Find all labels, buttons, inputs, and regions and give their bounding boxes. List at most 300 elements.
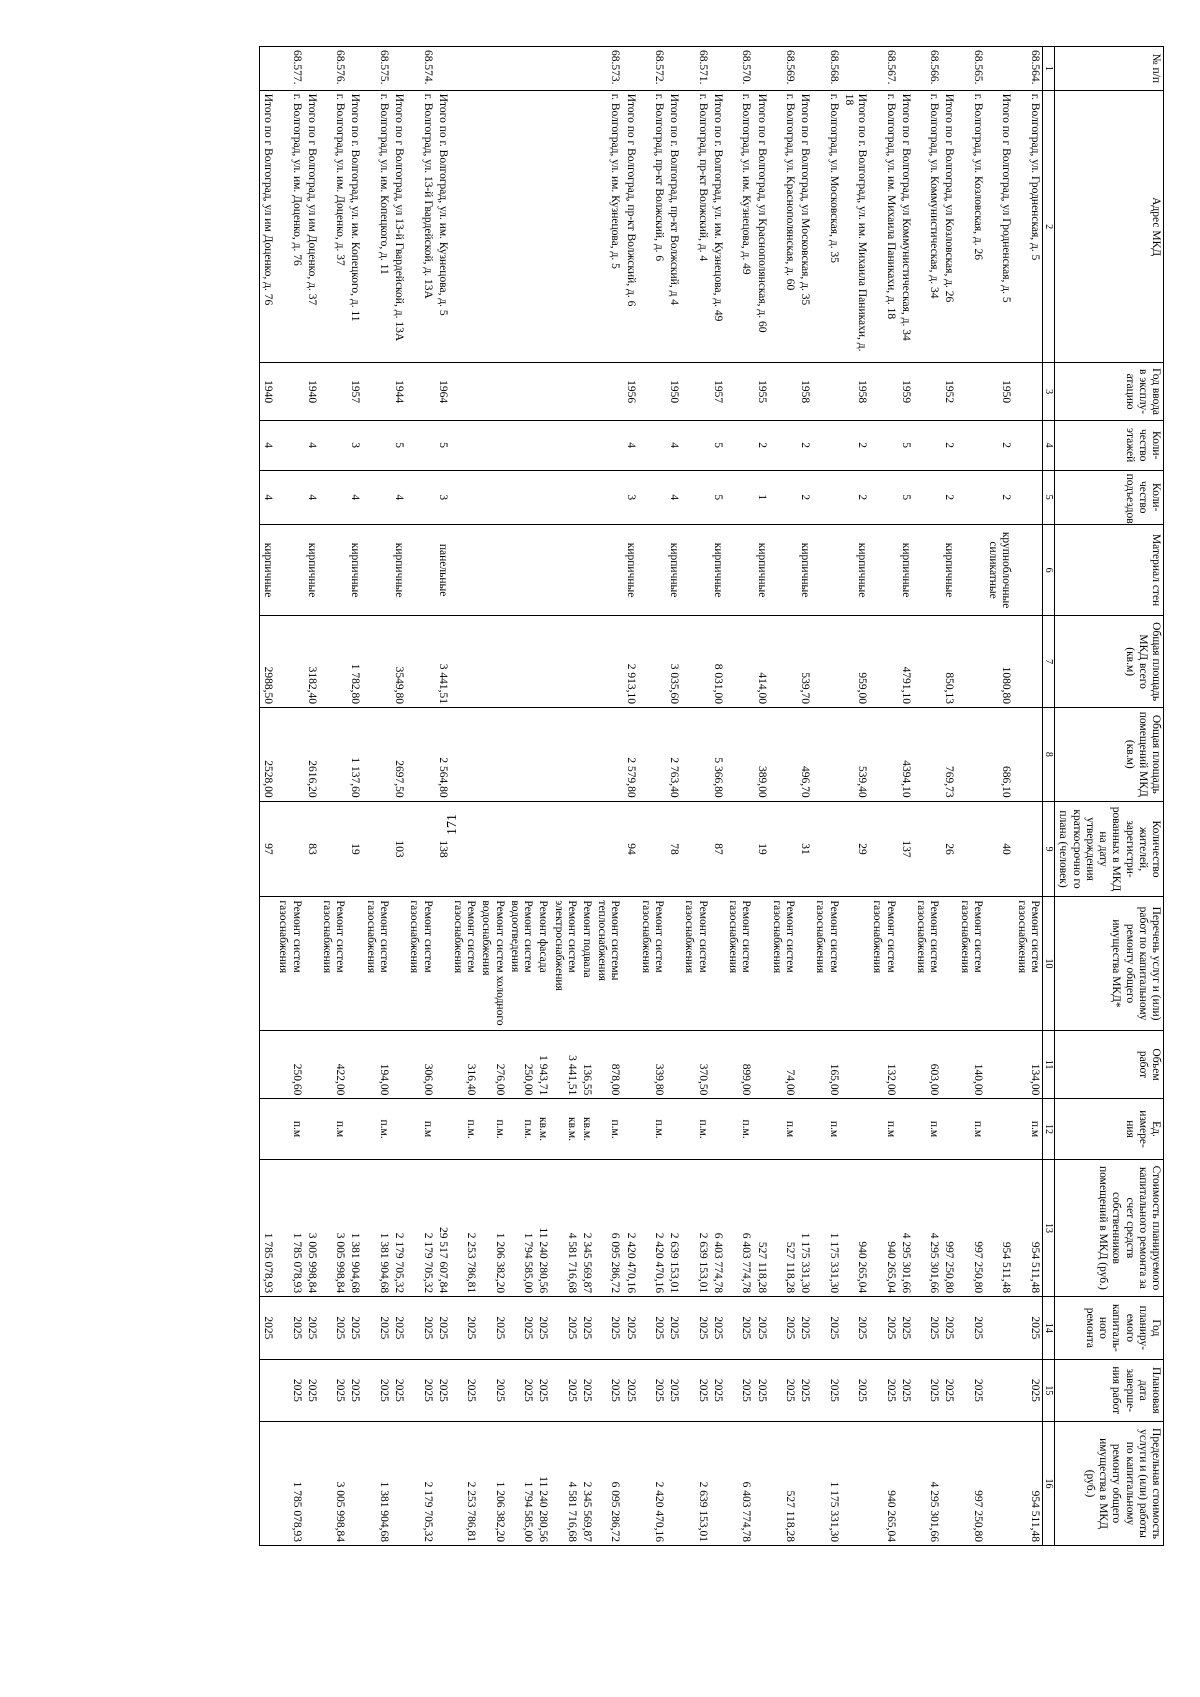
limit-cost-cell: 1 794 585,00 [507,1422,535,1546]
residents-cell [535,801,550,897]
unit-cell: п.м. [362,1099,390,1159]
premises-area-cell: 539,40 [841,707,869,801]
table-row [550,47,578,1546]
completion-year-cell: 2025 [841,1359,869,1421]
floors-cell: 2 [797,420,812,470]
repair-year-cell: 2025 [812,1297,840,1359]
floors-cell [362,420,390,470]
row-number [985,47,1013,91]
volume-cell: 136,55 [579,1030,594,1099]
row-number [941,47,956,91]
total-area-cell [725,616,753,708]
table-row [812,47,840,1546]
row-number [797,47,812,91]
wall-material-cell: кирпичные [391,524,406,616]
residents-cell: 26 [941,801,956,897]
residents-cell [913,801,941,897]
table-row [869,47,897,1546]
premises-area-cell [275,707,303,801]
address-cell: Итого по г Волгоград, пр-кт Волжский, д. 6 [622,90,637,363]
cost-cell: 3 005 998,84 [319,1159,347,1296]
entrances-cell: 3 [435,470,450,524]
cost-cell: 2 639 153,01 [681,1159,709,1296]
total-area-cell: 959,00 [841,616,869,708]
works-cell: Ремонт системы теплоснабжения [594,897,622,1030]
premises-area-cell [535,707,550,801]
entrances-cell [681,470,709,524]
cost-cell: 11 240 280,56 [535,1159,550,1296]
entrances-cell [1013,470,1042,524]
unit-cell [666,1099,681,1159]
premises-area-cell [869,707,897,801]
repair-year-cell: 2025 [869,1297,897,1359]
limit-cost-cell: 527 118,28 [769,1422,797,1546]
unit-cell [985,1099,1013,1159]
address-cell [535,90,550,363]
works-cell: Ремонт систем газоснабжения [956,897,984,1030]
completion-year-cell: 2025 [507,1359,535,1421]
works-cell: Ремонт систем газоснабжения [869,897,897,1030]
works-cell: Ремонт систем газоснабжения [450,897,478,1030]
wall-material-cell: кирпичные [797,524,812,616]
total-area-cell: 2988,50 [259,616,275,708]
volume-cell [841,1030,869,1099]
entrances-cell [550,470,578,524]
address-cell: Итого по г Волгоград, ул Коммунистическая, д. 34 [898,90,913,363]
entrances-cell [579,470,594,524]
cost-cell: 1 794 585,00 [507,1159,535,1296]
limit-cost-cell: 954 511,48 [1013,1422,1042,1546]
residents-cell [725,801,753,897]
cost-cell: 954 511,48 [1013,1159,1042,1296]
repair-year-cell: 2025 [478,1297,506,1359]
premises-area-cell [406,707,434,801]
entrances-cell [362,470,390,524]
table-row [666,47,681,1546]
repair-year-cell: 2025 [594,1297,622,1359]
entrances-cell [406,470,434,524]
total-area-cell [1013,616,1042,708]
entrances-cell: 5 [898,470,913,524]
completion-year-cell: 2025 [535,1359,550,1421]
limit-cost-cell: 1 785 078,93 [275,1422,303,1546]
header-cell: Количество жителей, зарегистри-рованных в МКД на дату утверждения краткосрочно го плана (человек) [1055,801,1164,897]
entrances-cell: 2 [841,470,869,524]
column-number: 7 [1042,616,1055,708]
floors-cell: 4 [304,420,319,470]
year-cell: 1940 [259,363,275,420]
volume-cell [710,1030,725,1099]
works-cell: Ремонт систем холодного водоснабжения [478,897,506,1030]
completion-year-cell [985,1359,1013,1421]
floors-cell: 5 [391,420,406,470]
volume-cell: 422,00 [319,1030,347,1099]
floors-cell: 3 [347,420,362,470]
cost-cell: 2 253 786,81 [450,1159,478,1296]
column-number: 10 [1042,897,1055,1030]
row-number: 68.569. [769,47,797,91]
column-number: 8 [1042,707,1055,801]
cost-cell: 1 175 331,30 [797,1159,812,1296]
total-area-cell [550,616,578,708]
works-cell [259,897,275,1030]
residents-cell [638,801,666,897]
completion-year-cell: 2025 [710,1359,725,1421]
repair-year-cell: 2025 [1013,1297,1042,1359]
address-cell: Итого по г Волгоград, ул Козловская, д. 26 [941,90,956,363]
works-cell: Ремонт систем газоснабжения [913,897,941,1030]
limit-cost-cell [622,1422,637,1546]
completion-year-cell: 2025 [347,1359,362,1421]
volume-cell: 276,00 [478,1030,506,1099]
entrances-cell [869,470,897,524]
unit-cell: п.м [1013,1099,1042,1159]
completion-year-cell: 2025 [913,1359,941,1421]
wall-material-cell [812,524,840,616]
total-area-cell: 1080,80 [985,616,1013,708]
column-number: 4 [1042,420,1055,470]
premises-area-cell [362,707,390,801]
address-cell: Итого по г. Волгоград, ул. им. Кузнецова, д. 5 [435,90,450,363]
unit-cell: п.м [406,1099,434,1159]
residents-cell [478,801,506,897]
premises-area-cell [507,707,535,801]
header-cell: № п/п [1055,47,1164,91]
total-area-cell: 3549,80 [391,616,406,708]
address-cell: г. Волгоград, ул. им. Кузнецова, д. 5 [594,90,622,363]
premises-area-cell: 2 763,40 [666,707,681,801]
address-cell: г. Волгоград, ул. 13-й Гвардейской, д. 13А [406,90,434,363]
table-row [594,47,622,1546]
repair-year-cell: 2025 [725,1297,753,1359]
volume-cell: 134,00 [1013,1030,1042,1099]
table-row [681,47,709,1546]
table-row [450,47,478,1546]
repair-year-cell: 2025 [797,1297,812,1359]
floors-cell [769,420,797,470]
repair-year-cell: 2025 [913,1297,941,1359]
unit-cell: п.м. [725,1099,753,1159]
address-cell: Итого по г. Волгоград, ул. им. Михаила Паникахи, д. 18 [841,90,869,363]
address-cell: г. Волгоград, ул. Краснополянская, д. 60 [769,90,797,363]
table-body [259,47,1042,1546]
repair-year-cell: 2025 [956,1297,984,1359]
unit-cell: п.м. [507,1099,535,1159]
floors-cell [638,420,666,470]
table-row [753,47,768,1546]
premises-area-cell: 1 137,60 [347,707,362,801]
residents-cell [406,801,434,897]
total-area-cell [319,616,347,708]
wall-material-cell [913,524,941,616]
works-cell: Ремонт подвала [579,897,594,1030]
completion-year-cell: 2025 [594,1359,622,1421]
total-area-cell [450,616,478,708]
column-number: 3 [1042,363,1055,420]
residents-cell: 19 [753,801,768,897]
entrances-cell [725,470,753,524]
repair-year-cell: 2025 [769,1297,797,1359]
entrances-cell: 2 [797,470,812,524]
total-area-cell [638,616,666,708]
table-row [478,47,506,1546]
unit-cell: п.м [913,1099,941,1159]
cost-cell: 1 785 078,93 [275,1159,303,1296]
total-area-cell: 414,00 [753,616,768,708]
premises-area-cell [725,707,753,801]
wall-material-cell: кирпичные [622,524,637,616]
cost-cell: 997 250,80 [956,1159,984,1296]
entrances-cell: 2 [985,470,1013,524]
premises-area-cell [594,707,622,801]
works-cell: Ремонт систем газоснабжения [319,897,347,1030]
repair-year-cell: 2025 [450,1297,478,1359]
completion-year-cell: 2025 [550,1359,578,1421]
total-area-cell [275,616,303,708]
table-row [275,47,303,1546]
repair-year-cell: 2025 [638,1297,666,1359]
works-cell [622,897,637,1030]
row-number [450,47,478,91]
premises-area-cell: 2 579,80 [622,707,637,801]
entrances-cell [275,470,303,524]
repair-year-cell: 2025 [507,1297,535,1359]
residents-cell: 137 [898,801,913,897]
floors-cell: 4 [259,420,275,470]
floors-cell [535,420,550,470]
unit-cell [710,1099,725,1159]
residents-cell: 29 [841,801,869,897]
table-row [579,47,594,1546]
table-row [362,47,390,1546]
works-cell: Ремонт фасада [535,897,550,1030]
total-area-cell [594,616,622,708]
works-cell: Ремонт систем газоснабжения [406,897,434,1030]
wall-material-cell [450,524,478,616]
year-cell: 1957 [347,363,362,420]
total-area-cell [507,616,535,708]
entrances-cell [812,470,840,524]
volume-cell [898,1030,913,1099]
repair-year-cell: 2025 [275,1297,303,1359]
header-cell: Коли-чество подъездов [1055,470,1164,524]
works-cell: Ремонт систем водоотведения [507,897,535,1030]
wall-material-cell: кирпичные [259,524,275,616]
cost-cell: 2 420 470,16 [638,1159,666,1296]
row-number: 68.574. [406,47,434,91]
address-cell: Итого по г Волгоград, ул им Доценко, д. 37 [304,90,319,363]
wall-material-cell: кирпичные [753,524,768,616]
wall-material-cell [638,524,666,616]
floors-cell [550,420,578,470]
wall-material-cell [1013,524,1042,616]
premises-area-cell: 496,70 [797,707,812,801]
completion-year-cell: 2025 [391,1359,406,1421]
unit-cell [435,1099,450,1159]
column-number-row [1042,47,1055,1546]
cost-cell: 4 295 301,66 [913,1159,941,1296]
works-cell [898,897,913,1030]
premises-area-cell: 686,10 [985,707,1013,801]
completion-year-cell: 2025 [1013,1359,1042,1421]
completion-year-cell: 2025 [638,1359,666,1421]
residents-cell [681,801,709,897]
volume-cell: 132,00 [869,1030,897,1099]
volume-cell: 899,00 [725,1030,753,1099]
unit-cell [841,1099,869,1159]
wall-material-cell: кирпичные [941,524,956,616]
completion-year-cell: 2025 [797,1359,812,1421]
limit-cost-cell: 11 240 280,56 [535,1422,550,1546]
table-row [985,47,1013,1546]
wall-material-cell [594,524,622,616]
residents-cell: 78 [666,801,681,897]
limit-cost-cell: 1 381 904,68 [362,1422,390,1546]
volume-cell [666,1030,681,1099]
year-cell: 1950 [985,363,1013,420]
premises-area-cell: 2697,50 [391,707,406,801]
wall-material-cell [725,524,753,616]
year-cell: 1958 [841,363,869,420]
entrances-cell: 4 [259,470,275,524]
header-cell: Год ввода в эксплу-атацию [1055,363,1164,420]
address-cell [550,90,578,363]
address-cell [579,90,594,363]
premises-area-cell [478,707,506,801]
completion-year-cell: 2025 [941,1359,956,1421]
floors-cell [579,420,594,470]
year-cell [638,363,666,420]
limit-cost-cell [841,1422,869,1546]
year-cell: 1957 [710,363,725,420]
volume-cell: 3 441,51 [550,1030,578,1099]
works-cell [753,897,768,1030]
unit-cell [797,1099,812,1159]
premises-area-cell [812,707,840,801]
limit-cost-cell: 2 345 569,87 [579,1422,594,1546]
residents-cell: 103 [391,801,406,897]
year-cell: 1958 [797,363,812,420]
total-area-cell [869,616,897,708]
year-cell: 1964 [435,363,450,420]
cost-cell: 2 179 705,32 [406,1159,434,1296]
wall-material-cell [507,524,535,616]
table-row [941,47,956,1546]
total-area-cell [535,616,550,708]
year-cell: 1952 [941,363,956,420]
floors-cell: 2 [753,420,768,470]
limit-cost-cell [985,1422,1013,1546]
row-number: 68.564. [1013,47,1042,91]
capital-repair-table [259,46,1164,1546]
floors-cell [956,420,984,470]
cost-cell: 4 295 301,66 [898,1159,913,1296]
row-number [535,47,550,91]
year-cell: 1944 [391,363,406,420]
limit-cost-cell [435,1422,450,1546]
year-cell [507,363,535,420]
entrances-cell [594,470,622,524]
wall-material-cell [275,524,303,616]
volume-cell: 370,50 [681,1030,709,1099]
wall-material-cell [956,524,984,616]
premises-area-cell: 2 564,80 [435,707,450,801]
residents-cell: 138 [435,801,450,897]
entrances-cell: 4 [347,470,362,524]
address-cell: г. Волгоград, ул. Московская, д. 35 [812,90,840,363]
residents-cell: 94 [622,801,637,897]
year-cell [450,363,478,420]
floors-cell [725,420,753,470]
entrances-cell [956,470,984,524]
cost-cell: 2 179 705,32 [391,1159,406,1296]
works-cell [435,897,450,1030]
cost-cell: 527 118,28 [753,1159,768,1296]
cost-cell: 1 381 904,68 [347,1159,362,1296]
volume-cell [941,1030,956,1099]
cost-cell: 2 345 569,87 [579,1159,594,1296]
year-cell [913,363,941,420]
completion-year-cell: 2025 [275,1359,303,1421]
table-row [259,47,275,1546]
wall-material-cell: кирпичные [666,524,681,616]
works-cell: Ремонт систем газоснабжения [275,897,303,1030]
floors-cell [812,420,840,470]
residents-cell [550,801,578,897]
unit-cell: п.м [275,1099,303,1159]
table-row [913,47,941,1546]
address-cell: г. Волгоград, ул. им. Копецкого, д. 11 [362,90,390,363]
unit-cell: п.м. [681,1099,709,1159]
entrances-cell: 2 [941,470,956,524]
row-number [435,47,450,91]
repair-year-cell: 2025 [898,1297,913,1359]
header-row [1055,47,1164,1546]
residents-cell: 40 [985,801,1013,897]
unit-cell: п.м [769,1099,797,1159]
unit-cell: п.м [319,1099,347,1159]
repair-year-cell: 2025 [550,1297,578,1359]
column-number: 5 [1042,470,1055,524]
residents-cell [362,801,390,897]
row-number [666,47,681,91]
column-number: 1 [1042,47,1055,91]
premises-area-cell [913,707,941,801]
residents-cell [275,801,303,897]
limit-cost-cell: 997 250,80 [956,1422,984,1546]
cost-cell: 1 381 904,68 [362,1159,390,1296]
limit-cost-cell: 2 420 470,16 [638,1422,666,1546]
wall-material-cell: крупноблочные силикатные [985,524,1013,616]
row-number: 68.568. [812,47,840,91]
table-row [638,47,666,1546]
wall-material-cell: панельные [435,524,450,616]
row-number: 68.576. [319,47,347,91]
year-cell: 1956 [622,363,637,420]
volume-cell [985,1030,1013,1099]
repair-year-cell: 2025 [259,1297,275,1359]
volume-cell: 316,40 [450,1030,478,1099]
floors-cell [594,420,622,470]
repair-year-cell: 2025 [681,1297,709,1359]
repair-year-cell: 2025 [391,1297,406,1359]
repair-year-cell: 2025 [622,1297,637,1359]
column-number: 9 [1042,801,1055,897]
entrances-cell [478,470,506,524]
completion-year-cell: 2025 [869,1359,897,1421]
column-number: 15 [1042,1359,1055,1421]
residents-cell [1013,801,1042,897]
